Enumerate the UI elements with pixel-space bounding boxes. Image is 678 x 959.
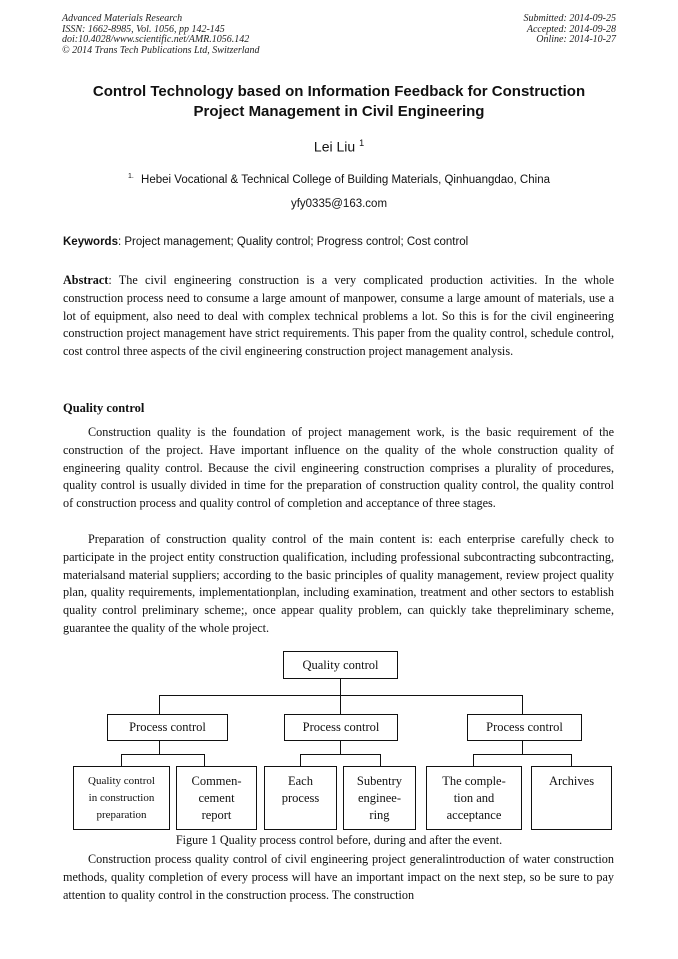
connector-line bbox=[300, 754, 380, 755]
keywords-text: : Project management; Quality control; Progress control; Cost control bbox=[117, 236, 469, 248]
affiliation-superscript: 1. bbox=[128, 173, 134, 180]
diagram-leaf-line: tion and bbox=[453, 790, 495, 805]
diagram-leaf-box bbox=[176, 766, 257, 830]
accepted-date: Accepted: 2014-09-28 bbox=[526, 23, 616, 35]
abstract-label: Abstract bbox=[63, 273, 109, 287]
copyright: © 2014 Trans Tech Publications Ltd, Switzerland bbox=[62, 44, 260, 56]
diagram-leaf-box bbox=[426, 766, 522, 830]
submitted-date: Submitted: 2014-09-25 bbox=[523, 13, 616, 24]
diagram-leaf-line: cement bbox=[198, 790, 235, 805]
paragraph-2: Preparation of construction quality control of the main content is: each enterprise carefully check to participate in the project entity construction qualification, including professional subcontracting subcontracting, materialsand material suppliers; according to the basic principles of quality management, review project quality plan, quality requirements, implementationplan, including examination, treatment and other sectors to establish quality control preliminary scheme;, once appear quality problem, can quickly take thepreliminary scheme, guarantee the quality of the whole project. bbox=[63, 532, 614, 635]
doi: doi:10.4028/www.scientific.net/AMR.1056.142 bbox=[62, 34, 250, 46]
connector-line bbox=[159, 740, 160, 754]
diagram-leaf-line: acceptance bbox=[446, 807, 502, 822]
connector-line bbox=[300, 754, 301, 766]
journal-name: Advanced Materials Research bbox=[62, 13, 183, 24]
connector-line bbox=[159, 695, 523, 696]
figure-caption: Figure 1 Quality process control before, during and after the event. bbox=[175, 833, 503, 847]
diagram-leaf-box bbox=[531, 766, 612, 830]
diagram-leaf-line: Each bbox=[288, 774, 313, 788]
connector-line bbox=[121, 754, 122, 766]
diagram-leaf-line: report bbox=[201, 807, 232, 822]
diagram-root-label: Quality control bbox=[302, 657, 379, 672]
title-line-2: Project Management in Civil Engineering bbox=[193, 103, 485, 120]
connector-line bbox=[571, 754, 572, 766]
diagram-leaf-line: Subentry bbox=[356, 773, 403, 788]
header-right bbox=[524, 14, 617, 46]
keywords-label: Keywords bbox=[63, 236, 118, 248]
diagram-root-box bbox=[283, 651, 398, 679]
diagram-leaf-line: ring bbox=[369, 807, 390, 822]
author-line bbox=[0, 138, 678, 155]
affiliation-line bbox=[0, 173, 678, 186]
connector-line bbox=[473, 754, 474, 766]
abstract-text: : The civil engineering construction is a very complicated production activities. In the whole construction process need to consume a large amount of manpower, consume a large amount of materials, use a lot of equipment, also need to deal with complex technical problems a lot. So this is for the civil engineering construction project management have strict requirements. This paper from the quality control, schedule control, cost control three aspects of the civil engineering construction project management analysis. bbox=[63, 273, 614, 359]
diagram-leaf-line: preparation bbox=[96, 808, 147, 821]
diagram-leaf-line: enginee- bbox=[357, 790, 402, 805]
diagram-process-label: Process control bbox=[129, 720, 206, 734]
diagram-process-label: Process control bbox=[486, 720, 563, 734]
affiliation: Hebei Vocational & Technical College of Building Materials, Qinhuangdao, China bbox=[141, 173, 550, 186]
connector-line bbox=[340, 695, 341, 714]
author-email: yfy0335@163.com bbox=[290, 198, 388, 210]
diagram-leaf-box bbox=[343, 766, 416, 830]
connector-line bbox=[121, 754, 204, 755]
paragraph-1: Construction quality is the foundation of project management work, is the basic requirement of the construction of the project. Have important influence on the quality of the whole construction quality of engineering quality control. Because the civil engineering construction comprises a plurality of procedures, quality control is usually divided in time for the preparation of construction quality control, the quality control of construction process and quality control of completion and acceptance of three stages. bbox=[63, 425, 614, 511]
connector-line bbox=[473, 754, 571, 755]
connector-line bbox=[204, 754, 205, 766]
paragraph-3: Construction process quality control of civil engineering project generalintroduction of water construction methods, quality completion of every process will have an important impact on the next step, so be sure to pay attention to quality control in the construction process. The construction bbox=[63, 852, 614, 902]
connector-line bbox=[340, 678, 341, 695]
diagram-leaf-line: Archives bbox=[548, 774, 595, 788]
diagram-leaf-line: process bbox=[281, 791, 320, 805]
title-line-1: Control Technology based on Information Feedback for Construction bbox=[92, 83, 586, 100]
online-date: Online: 2014-10-27 bbox=[536, 34, 616, 46]
diagram-leaf-line: Quality control bbox=[88, 774, 155, 787]
diagram-process-label: Process control bbox=[302, 720, 380, 734]
diagram-leaf-line: Commen- bbox=[191, 773, 242, 788]
connector-line bbox=[380, 754, 381, 766]
abstract bbox=[63, 272, 614, 361]
diagram-leaf-box bbox=[73, 766, 170, 830]
diagram-process-box bbox=[467, 714, 582, 741]
diagram-leaf-line: The comple- bbox=[442, 773, 506, 788]
connector-line bbox=[340, 740, 341, 754]
author-name: Lei Liu bbox=[313, 138, 356, 155]
paper-title bbox=[40, 82, 638, 122]
diagram-process-box bbox=[284, 714, 398, 741]
diagram-leaf-box bbox=[264, 766, 337, 830]
connector-line bbox=[522, 695, 523, 714]
section-heading: Quality control bbox=[63, 401, 145, 415]
keywords bbox=[63, 236, 615, 248]
diagram-leaf-line: in construction bbox=[88, 791, 155, 804]
connector-line bbox=[159, 695, 160, 714]
author-superscript: 1 bbox=[359, 138, 365, 148]
connector-line bbox=[522, 740, 523, 754]
issn: ISSN: 1662-8985, Vol. 1056, pp 142-145 bbox=[62, 23, 225, 35]
diagram-process-box bbox=[107, 714, 228, 741]
header-left bbox=[62, 14, 260, 56]
